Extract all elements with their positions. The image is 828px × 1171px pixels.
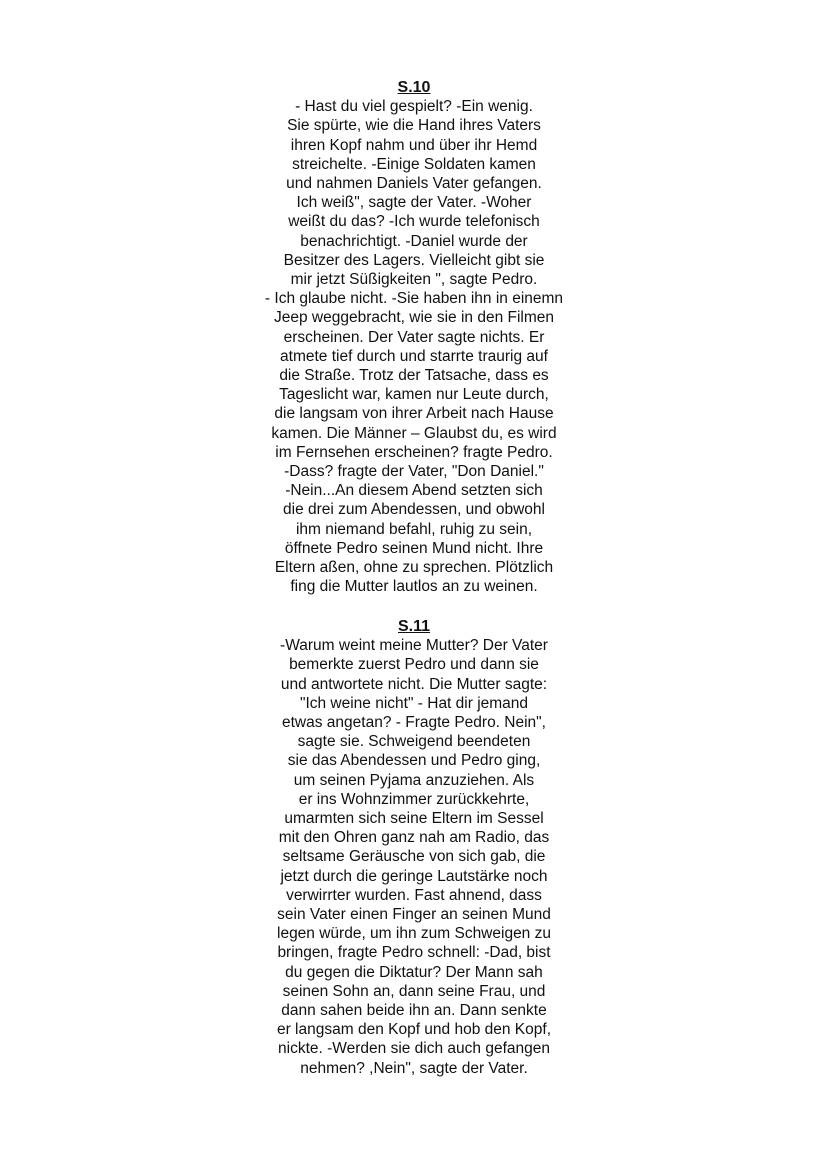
- text-line: verwirrter wurden. Fast ahnend, dass: [286, 886, 542, 904]
- text-line: sein Vater einen Finger an seinen Mund: [277, 906, 551, 924]
- text-line: nickte. -Werden sie dich auch gefangen: [278, 1040, 550, 1058]
- text-line: etwas angetan? - Fragte Pedro. Nein",: [282, 714, 546, 732]
- text-line: Tageslicht war, kamen nur Leute durch,: [279, 386, 549, 404]
- text-line: im Fernsehen erscheinen? fragte Pedro.: [275, 443, 553, 461]
- text-line: er langsam den Kopf und hob den Kopf,: [276, 1021, 552, 1039]
- text-line: bemerkte zuerst Pedro und dann sie: [289, 656, 539, 674]
- text-line: er ins Wohnzimmer zurückkehrte,: [298, 790, 530, 808]
- text-line: Sie spürte, wie die Hand ihres Vaters: [287, 117, 541, 135]
- text-line: dann sahen beide ihn an. Dann senkte: [281, 1002, 547, 1020]
- text-line: mit den Ohren ganz nah am Radio, das: [278, 829, 550, 847]
- text-line: -Nein...An diesem Abend setzten sich: [285, 482, 543, 500]
- text-line: Besitzer des Lagers. Vielleicht gibt sie: [283, 251, 545, 269]
- text-line: -Warum weint meine Mutter? Der Vater: [280, 637, 548, 655]
- text-line: sagte sie. Schweigend beendeten: [297, 733, 531, 751]
- text-line: ihm niemand befahl, ruhig zu sein,: [295, 520, 533, 538]
- text-line: kamen. Die Männer – Glaubst du, es wird: [271, 424, 557, 442]
- text-line: um seinen Pyjama anzuziehen. Als: [293, 771, 535, 789]
- text-line: "Ich weine nicht" - Hat dir jemand: [299, 694, 529, 712]
- text-line: du gegen die Diktatur? Der Mann sah: [285, 963, 543, 981]
- section-heading: S.11: [397, 618, 431, 635]
- text-line: atmete tief durch und starrte traurig auf: [280, 347, 548, 365]
- section-s10: [0, 78, 828, 596]
- text-line: und nahmen Daniels Vater gefangen.: [286, 175, 542, 193]
- text-line: streichelte. -Einige Soldaten kamen: [292, 155, 536, 173]
- text-line: benachrichtigt. -Daniel wurde der: [300, 232, 528, 250]
- text-line: -Dass? fragte der Vater, "Don Daniel.": [284, 463, 544, 481]
- text-line: öffnete Pedro seinen Mund nicht. Ihre: [284, 539, 544, 557]
- text-line: jetzt durch die geringe Lautstärke noch: [280, 867, 548, 885]
- text-line: die drei zum Abendessen, und obwohl: [283, 501, 545, 519]
- text-line: Ich weiß", sagte der Vater. -Woher: [296, 194, 532, 212]
- text-line: bringen, fragte Pedro schnell: -Dad, bist: [277, 944, 551, 962]
- section-body: [0, 97, 828, 596]
- text-line: sie das Abendessen und Pedro ging,: [287, 752, 541, 770]
- text-line: nehmen? ,Nein", sagte der Vater.: [300, 1059, 528, 1077]
- text-line: umarmten sich seine Eltern im Sessel: [284, 810, 544, 828]
- text-line: Eltern aßen, ohne zu sprechen. Plötzlich: [274, 559, 554, 577]
- text-line: seltsame Geräusche von sich gab, die: [282, 848, 546, 866]
- section-body: [0, 636, 828, 1078]
- text-line: weißt du das? -Ich wurde telefonisch: [288, 213, 540, 231]
- text-line: mir jetzt Süßigkeiten ", sagte Pedro.: [290, 271, 538, 289]
- section-s11: [0, 617, 828, 1078]
- text-line: - Hast du viel gespielt? -Ein wenig.: [295, 98, 533, 116]
- text-line: die Straße. Trotz der Tatsache, dass es: [279, 367, 549, 385]
- text-line: die langsam von ihrer Arbeit nach Hause: [274, 405, 554, 423]
- text-line: und antwortete nicht. Die Mutter sagte:: [280, 675, 548, 693]
- text-line: erscheinen. Der Vater sagte nichts. Er: [283, 328, 545, 346]
- text-line: seinen Sohn an, dann seine Frau, und: [282, 982, 546, 1000]
- text-line: fing die Mutter lautlos an zu weinen.: [290, 578, 538, 596]
- text-line: ihren Kopf nahm und über ihr Hemd: [290, 136, 538, 154]
- text-line: - Ich glaube nicht. -Sie haben ihn in einemn: [264, 290, 564, 308]
- section-heading: S.10: [397, 79, 431, 96]
- text-line: Jeep weggebracht, wie sie in den Filmen: [273, 309, 554, 327]
- text-line: legen würde, um ihn zum Schweigen zu: [277, 925, 551, 943]
